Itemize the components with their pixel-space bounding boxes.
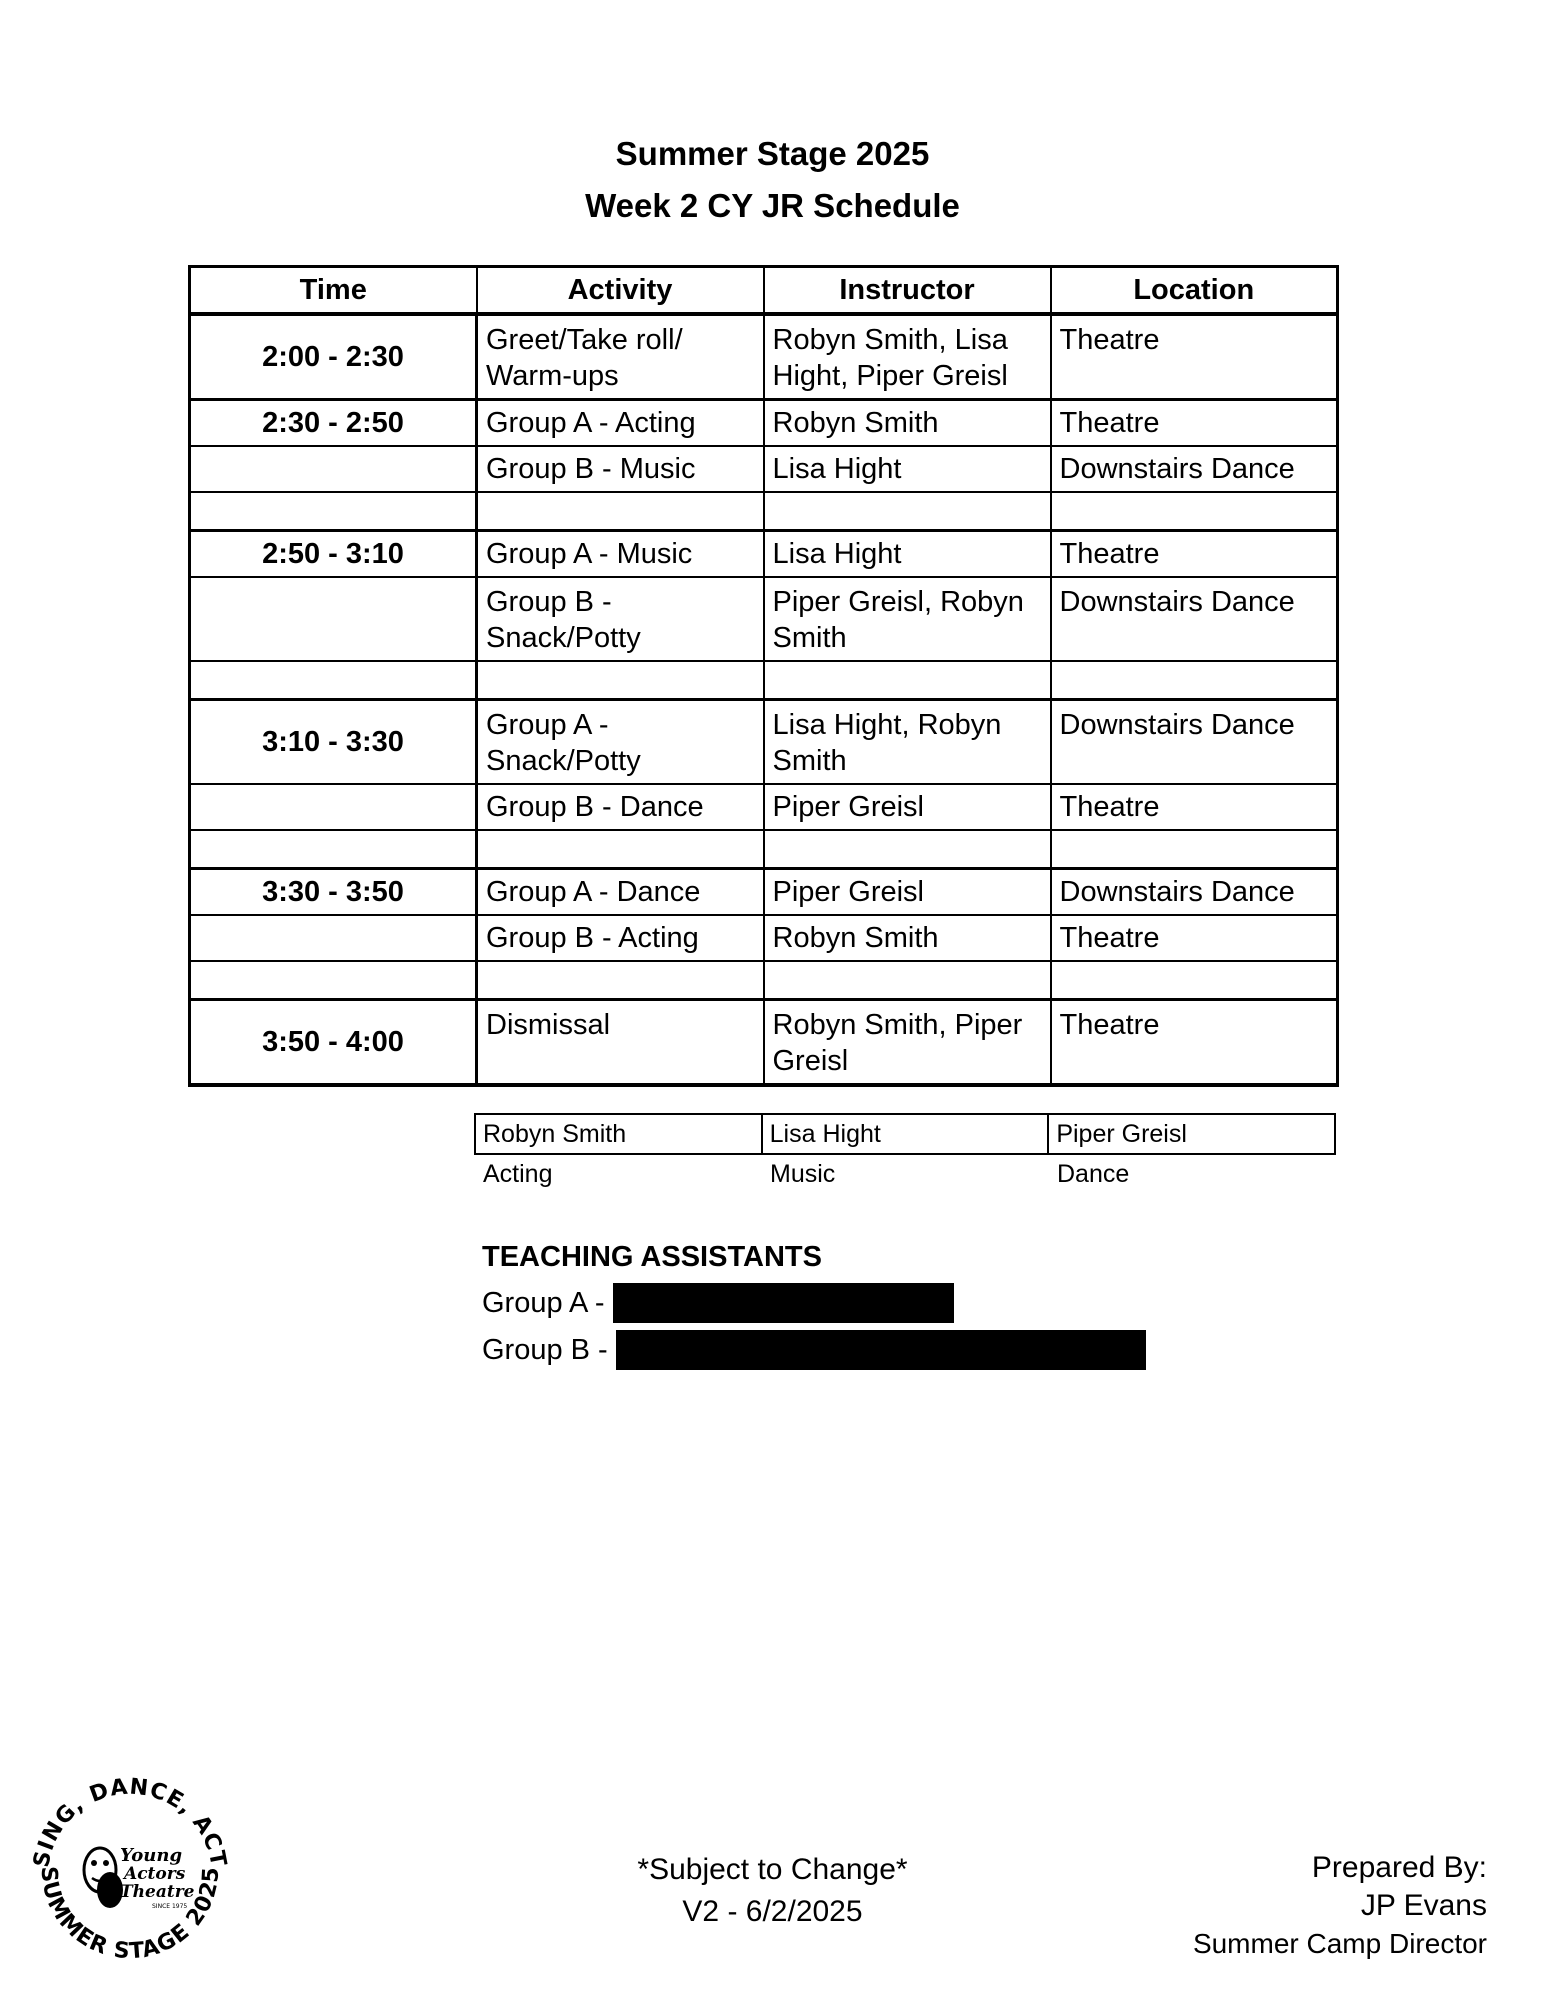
- instructor-cell: Piper Greisl: [764, 869, 1051, 916]
- instructor-cell: Lisa Hight: [764, 531, 1051, 578]
- column-header-instructor: Instructor: [764, 267, 1051, 315]
- time-cell: [190, 915, 477, 961]
- location-cell: Theatre: [1051, 531, 1338, 578]
- location-cell: Downstairs Dance: [1051, 700, 1338, 785]
- location-cell: Downstairs Dance: [1051, 869, 1338, 916]
- time-cell: 3:10 - 3:30: [190, 700, 477, 785]
- table-row: [190, 400, 1338, 447]
- time-cell: 2:50 - 3:10: [190, 531, 477, 578]
- column-header-location: Location: [1051, 267, 1338, 315]
- table-row: [190, 577, 1338, 661]
- instructor-cell: Lisa Hight, Robyn Smith: [764, 700, 1051, 785]
- svg-text:SUMMER STAGE 2025: SUMMER STAGE 2025: [35, 1865, 225, 1965]
- table-row: [190, 1000, 1338, 1086]
- activity-cell: Group B - Music: [477, 446, 764, 492]
- svg-text:Young: Young: [120, 1845, 183, 1866]
- instructor-subject: Music: [770, 1160, 836, 1188]
- activity-cell: Group B - Dance: [477, 784, 764, 830]
- location-cell: Theatre: [1051, 915, 1338, 961]
- activity-cell: Greet/Take roll/ Warm-ups: [477, 314, 764, 400]
- time-cell: [190, 784, 477, 830]
- page-title: [0, 128, 1545, 232]
- instructor-name: Lisa Hight: [762, 1114, 1049, 1154]
- location-cell: Theatre: [1051, 314, 1338, 400]
- activity-cell: Group A - Acting: [477, 400, 764, 447]
- time-cell: 3:50 - 4:00: [190, 1000, 477, 1086]
- location-cell: Theatre: [1051, 400, 1338, 447]
- column-header-activity: Activity: [477, 267, 764, 315]
- activity-cell: Group A - Music: [477, 531, 764, 578]
- instructor-cell: Robyn Smith: [764, 915, 1051, 961]
- location-cell: Theatre: [1051, 784, 1338, 830]
- svg-text:Actors: Actors: [124, 1864, 186, 1884]
- instructor-cell: Robyn Smith, Lisa Hight, Piper Greisl: [764, 314, 1051, 400]
- time-cell: 2:00 - 2:30: [190, 314, 477, 400]
- ta-group-b-label: Group B -: [482, 1333, 608, 1366]
- ta-group-b: [482, 1330, 1146, 1370]
- time-cell: 3:30 - 3:50: [190, 869, 477, 916]
- schedule-table: [188, 265, 1339, 1087]
- teaching-assistants-heading: TEACHING ASSISTANTS: [482, 1241, 822, 1273]
- time-cell: 2:30 - 2:50: [190, 400, 477, 447]
- table-row: [190, 784, 1338, 830]
- instructor-name: Piper Greisl: [1048, 1114, 1335, 1154]
- redaction-bar: [613, 1283, 954, 1323]
- instructor-cell: Robyn Smith: [764, 400, 1051, 447]
- subject-to-change-note: *Subject to Change*: [637, 1853, 908, 1886]
- spacer-row: [190, 661, 1338, 700]
- instructor-name: Robyn Smith: [475, 1114, 762, 1154]
- ta-group-a-label: Group A -: [482, 1286, 605, 1319]
- column-header-time: Time: [190, 267, 477, 315]
- table-row: [190, 700, 1338, 785]
- title-line-1: Summer Stage 2025: [615, 135, 930, 172]
- spacer-row: [190, 830, 1338, 869]
- prepared-by-title: Summer Camp Director: [1192, 1928, 1487, 1959]
- activity-cell: Group B - Snack/Potty: [477, 577, 764, 661]
- prepared-by-label: Prepared By:: [1311, 1851, 1487, 1884]
- table-row: [190, 531, 1338, 578]
- instructor-subject: Dance: [1057, 1160, 1130, 1188]
- table-row: [190, 869, 1338, 916]
- spacer-row: [190, 492, 1338, 531]
- activity-cell: Group A - Dance: [477, 869, 764, 916]
- location-cell: Downstairs Dance: [1051, 446, 1338, 492]
- activity-cell: Dismissal: [477, 1000, 764, 1086]
- table-row: [190, 446, 1338, 492]
- activity-cell: Group B - Acting: [477, 915, 764, 961]
- location-cell: Downstairs Dance: [1051, 577, 1338, 661]
- instructor-legend-table: [474, 1113, 1336, 1155]
- instructor-cell: Piper Greisl: [764, 784, 1051, 830]
- ta-group-a: [482, 1283, 954, 1323]
- schedule-header-row: [190, 267, 1338, 315]
- table-row: [190, 314, 1338, 400]
- time-cell: [190, 446, 477, 492]
- svg-text:SING, DANCE, ACT: SING, DANCE, ACT: [29, 1774, 231, 1870]
- table-row: [190, 915, 1338, 961]
- svg-text:Theatre: Theatre: [120, 1882, 195, 1902]
- instructor-subject: Acting: [483, 1160, 553, 1188]
- prepared-by-block: [1193, 1849, 1487, 1963]
- svg-text:SINCE 1975: SINCE 1975: [152, 1903, 188, 1910]
- redaction-bar: [616, 1330, 1146, 1370]
- instructor-subjects-row: [474, 1160, 1336, 1189]
- spacer-row: [190, 961, 1338, 1000]
- instructor-names-row: [475, 1114, 1335, 1154]
- version-label: V2 - 6/2/2025: [682, 1895, 863, 1928]
- activity-cell: Group A - Snack/Potty: [477, 700, 764, 785]
- instructor-cell: Robyn Smith, Piper Greisl: [764, 1000, 1051, 1086]
- prepared-by-name: JP Evans: [1360, 1889, 1487, 1922]
- title-line-2: Week 2 CY JR Schedule: [585, 187, 960, 224]
- instructor-cell: Piper Greisl, Robyn Smith: [764, 577, 1051, 661]
- instructor-cell: Lisa Hight: [764, 446, 1051, 492]
- location-cell: Theatre: [1051, 1000, 1338, 1086]
- time-cell: [190, 577, 477, 661]
